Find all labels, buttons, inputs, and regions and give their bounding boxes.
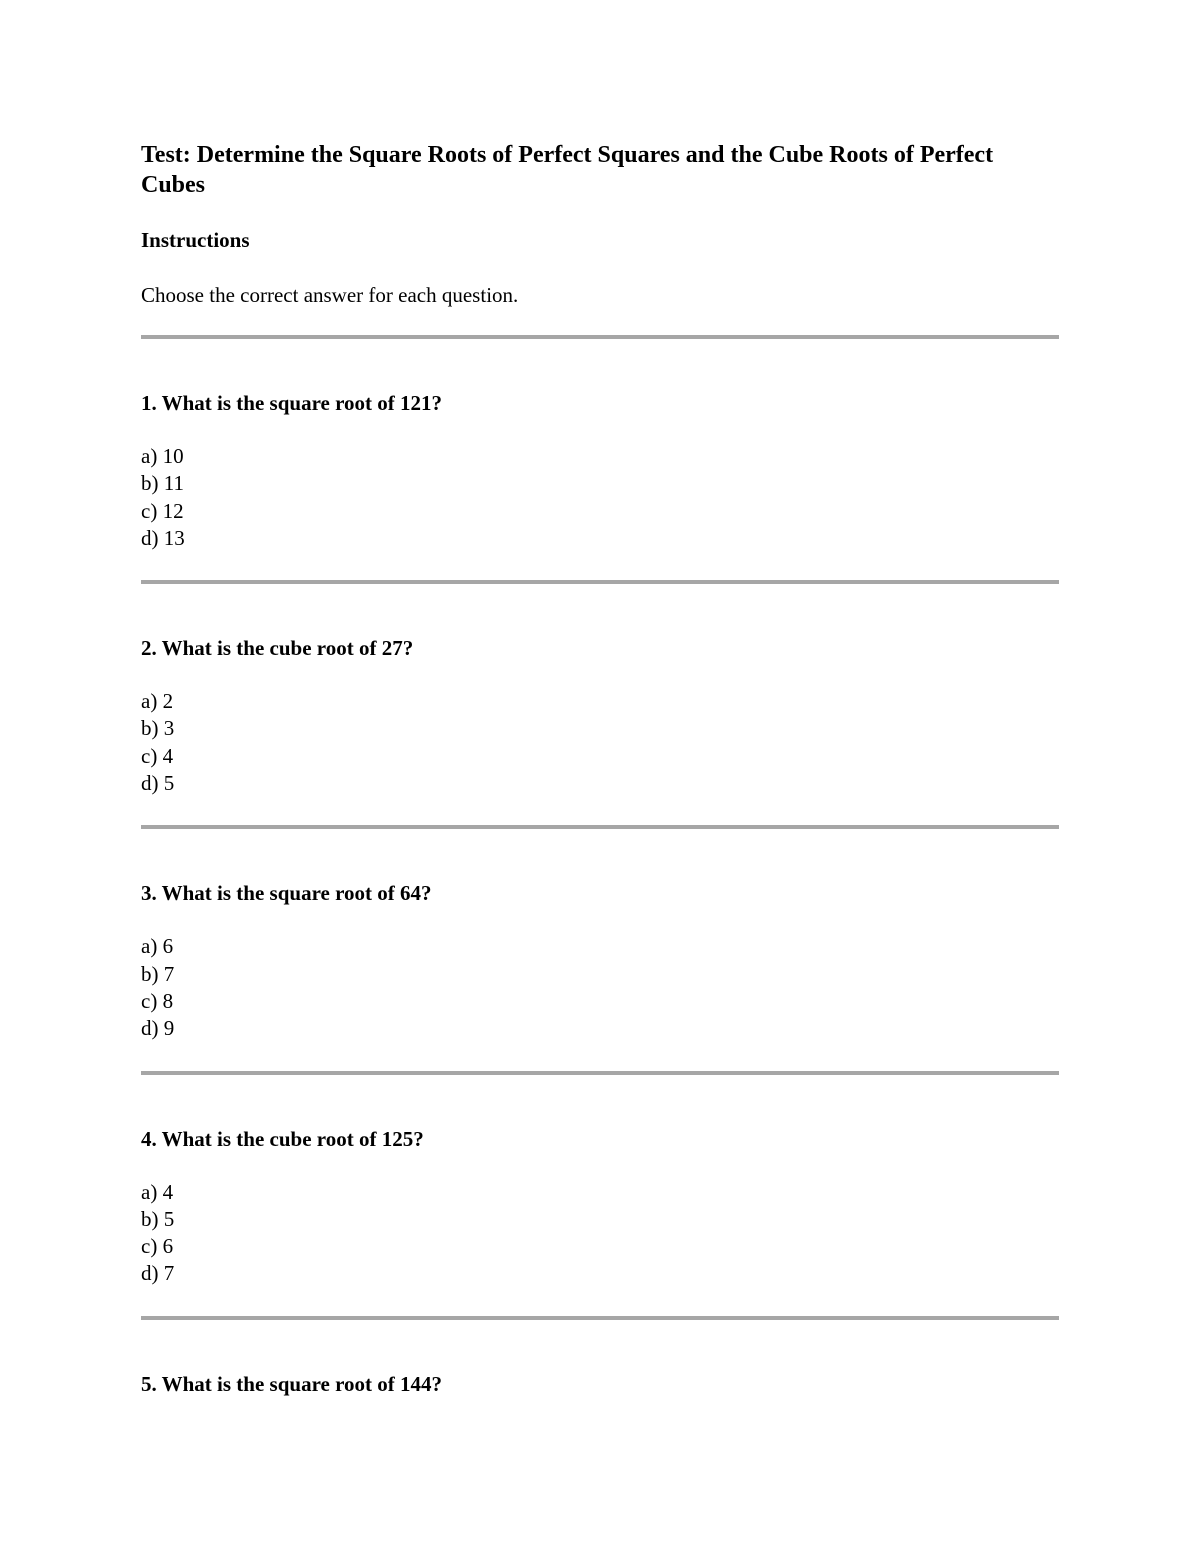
answer-option: d) 9: [141, 1016, 175, 1041]
answer-option: d) 13: [141, 525, 185, 550]
question-4: [141, 1075, 1059, 1316]
answer-option: d) 5: [141, 771, 175, 796]
question-title: 3. What is the square root of 64?: [141, 881, 432, 906]
answer-option: c) 6: [141, 1234, 174, 1259]
answer-options: [141, 1179, 1059, 1288]
question-3: [141, 829, 1059, 1070]
question-title: 4. What is the cube root of 125?: [141, 1126, 424, 1151]
document-title: Test: Determine the Square Roots of Perfect Squares and the Cube Roots of Perfect Cubes: [141, 142, 994, 198]
answer-option: b) 3: [141, 716, 175, 741]
question-5: [141, 1320, 1059, 1397]
instructions-heading: Instructions: [141, 228, 250, 252]
answer-option: a) 2: [141, 689, 174, 714]
question-1: [141, 339, 1059, 580]
answer-option: d) 7: [141, 1261, 175, 1286]
answer-option: c) 4: [141, 743, 174, 768]
answer-option: b) 5: [141, 1206, 175, 1231]
answer-option: a) 4: [141, 1179, 174, 1204]
instructions-text: Choose the correct answer for each question.: [141, 283, 519, 307]
answer-options: [141, 443, 1059, 552]
answer-option: a) 10: [141, 444, 184, 468]
answer-option: b) 11: [141, 471, 184, 496]
question-title: 1. What is the square root of 121?: [141, 391, 443, 415]
answer-option: c) 8: [141, 988, 174, 1013]
answer-option: a) 6: [141, 934, 174, 959]
answer-option: c) 12: [141, 498, 184, 523]
question-title: 5. What is the square root of 144?: [141, 1371, 443, 1396]
document-page: [141, 140, 1059, 1397]
answer-options: [141, 688, 1059, 797]
answer-option: b) 7: [141, 961, 175, 986]
answer-options: [141, 933, 1059, 1042]
question-title: 2. What is the cube root of 27?: [141, 636, 414, 661]
question-2: [141, 584, 1059, 825]
